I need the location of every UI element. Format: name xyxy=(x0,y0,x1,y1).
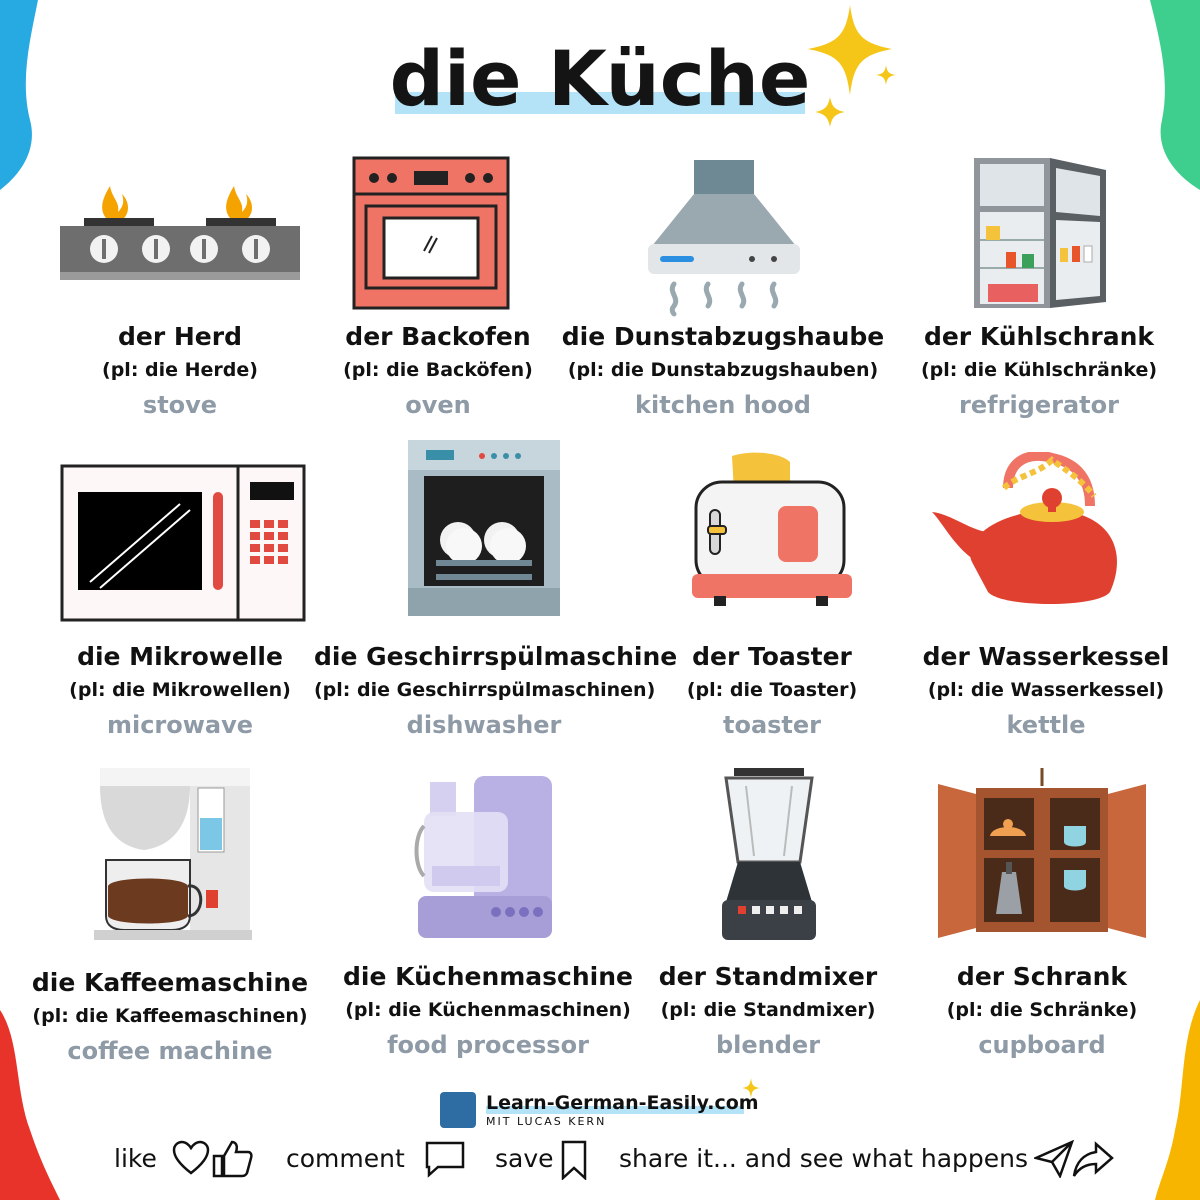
vocab-card xyxy=(553,322,893,419)
plural-form: (pl: die Dunstabzugshauben) xyxy=(567,359,879,381)
oven-icon xyxy=(352,156,510,312)
german-word: der Herd xyxy=(118,322,242,351)
plural-form: (pl: die Mikrowellen) xyxy=(69,679,291,701)
brand-name: Learn-German-Easily.com xyxy=(486,1092,759,1114)
vocab-card xyxy=(869,322,1200,419)
comment-label: comment xyxy=(286,1144,405,1173)
german-word: der Toaster xyxy=(692,642,852,671)
microwave-icon xyxy=(60,464,306,622)
english-translation: food processor xyxy=(387,1031,589,1059)
german-word: die Küchenmaschine xyxy=(343,962,633,991)
english-translation: blender xyxy=(715,1031,821,1059)
stove-icon xyxy=(58,180,302,284)
english-translation: oven xyxy=(405,391,471,419)
sparkle-icon xyxy=(800,5,910,130)
save-label: save xyxy=(495,1144,554,1173)
kitchen-hood-icon xyxy=(646,158,802,318)
german-word: der Backofen xyxy=(345,322,531,351)
german-word: die Kaffeemaschine xyxy=(31,968,309,997)
footer-actions xyxy=(0,1138,1200,1184)
vocab-card xyxy=(872,962,1200,1059)
blender-icon xyxy=(716,766,822,944)
vocab-card xyxy=(10,642,350,739)
english-translation: microwave xyxy=(106,711,254,739)
plural-form: (pl: die Schränke) xyxy=(946,999,1138,1021)
vocab-card xyxy=(876,642,1200,739)
sparkle-icon xyxy=(742,1078,760,1098)
german-word: der Schrank xyxy=(956,962,1128,991)
dishwasher-icon xyxy=(406,438,562,620)
brand-subtitle: MIT LUCAS KERN xyxy=(486,1115,607,1128)
like-label: like xyxy=(114,1144,157,1173)
german-word: der Wasserkessel xyxy=(922,642,1170,671)
german-word: der Kühlschrank xyxy=(923,322,1155,351)
thumbs-up-icon[interactable] xyxy=(212,1140,254,1178)
food-processor-icon xyxy=(414,766,554,942)
plural-form: (pl: die Kaffeemaschinen) xyxy=(32,1005,308,1027)
german-word: die Mikrowelle xyxy=(77,642,283,671)
vocab-card xyxy=(0,968,340,1065)
english-translation: kettle xyxy=(1006,711,1086,739)
plural-form: (pl: die Küchenmaschinen) xyxy=(345,999,631,1021)
german-word: die Geschirrspülmaschine xyxy=(314,642,678,671)
english-translation: toaster xyxy=(722,711,822,739)
bookmark-icon[interactable] xyxy=(560,1140,588,1180)
english-translation: stove xyxy=(142,391,218,419)
coffee-machine-icon xyxy=(92,766,254,942)
toaster-icon xyxy=(690,452,854,612)
german-word: der Standmixer xyxy=(658,962,878,991)
plural-form: (pl: die Herde) xyxy=(102,359,258,381)
plural-form: (pl: die Standmixer) xyxy=(660,999,876,1021)
english-translation: dishwasher xyxy=(406,711,562,739)
share-label: share it... and see what happens xyxy=(619,1144,1029,1173)
send-icon[interactable] xyxy=(1034,1140,1074,1178)
plural-form: (pl: die Kühlschränke) xyxy=(920,359,1158,381)
plural-form: (pl: die Geschirrspülmaschinen) xyxy=(314,679,656,701)
english-translation: cupboard xyxy=(978,1031,1106,1059)
cupboard-icon xyxy=(936,768,1148,944)
share-arrow-icon[interactable] xyxy=(1072,1140,1114,1178)
english-translation: kitchen hood xyxy=(635,391,811,419)
plural-form: (pl: die Wasserkessel) xyxy=(927,679,1165,701)
comment-icon[interactable] xyxy=(424,1140,466,1178)
header xyxy=(0,20,1200,130)
plural-form: (pl: die Backöfen) xyxy=(343,359,533,381)
brand-logo xyxy=(440,1092,476,1128)
kettle-icon xyxy=(932,452,1120,610)
german-word: die Dunstabzugshaube xyxy=(561,322,885,351)
refrigerator-icon xyxy=(968,156,1112,314)
brand xyxy=(440,1090,770,1130)
plural-form: (pl: die Toaster) xyxy=(686,679,858,701)
heart-icon[interactable] xyxy=(172,1140,210,1176)
english-translation: coffee machine xyxy=(67,1037,273,1065)
english-translation: refrigerator xyxy=(959,391,1119,419)
page-title: die Küche xyxy=(389,34,811,123)
